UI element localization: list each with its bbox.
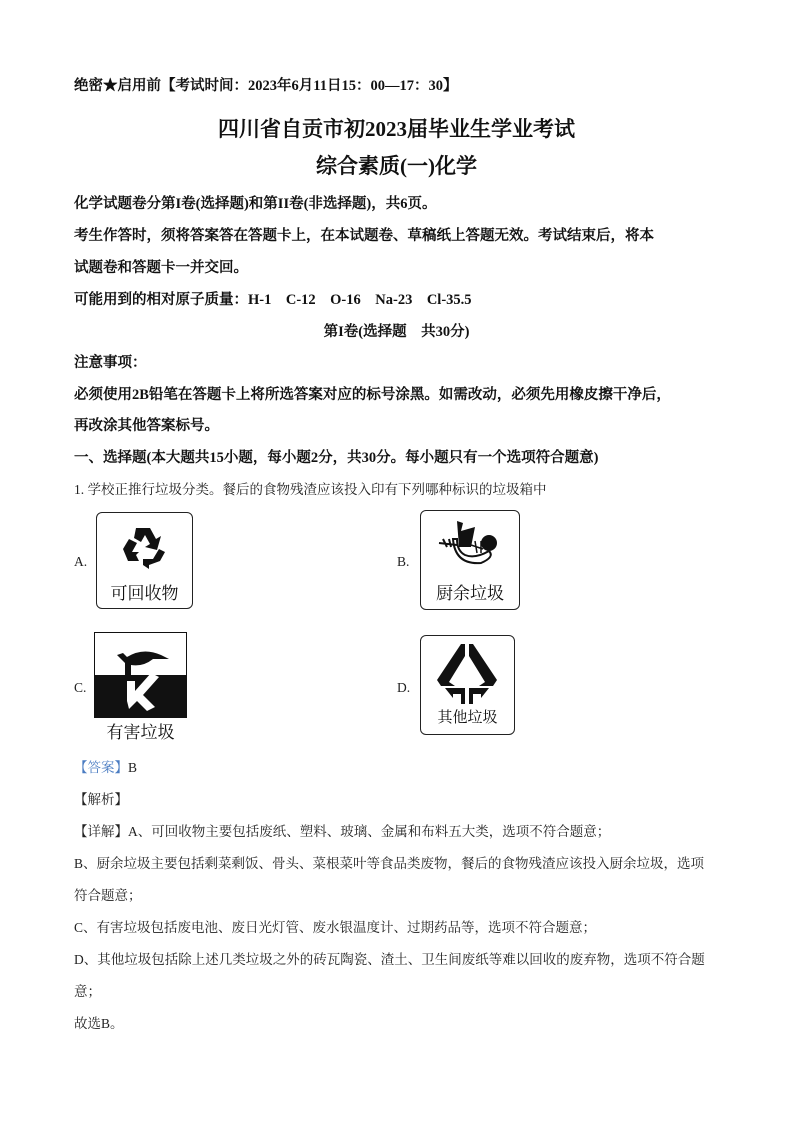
instruction-line-2: 考生作答时，须将答案答在答题卡上，在本试题卷、草稿纸上答题无效。考试结束后，将本: [74, 228, 654, 244]
answer-value: B: [128, 760, 138, 775]
option-b-caption: 厨余垃圾: [436, 584, 504, 604]
option-b-sign: [420, 510, 520, 610]
detail-line-1: [74, 820, 610, 840]
option-d-label: D.: [397, 680, 411, 695]
instruction-line-3: 试题卷和答题卡一并交回。: [74, 260, 248, 276]
answer-tag: 【答案】: [74, 760, 128, 775]
hazardous-waste-icon: [113, 645, 173, 711]
notes-line-1: 必须使用2B铅笔在答题卡上将所选答案对应的标号涂黑。如需改动，必须先用橡皮擦干净后，: [74, 387, 671, 403]
option-c-label: C.: [74, 680, 87, 695]
option-a-sign: [96, 512, 193, 609]
option-b-label: B.: [397, 554, 410, 569]
question-stem: 1. 学校正推行垃圾分类。餐后的食物残渣应该投入印有下列哪种标识的垃圾箱中: [74, 482, 547, 497]
detail-line-4: C、有害垃圾包括废电池、废日光灯管、废水银温度计、过期药品等，选项不符合题意；: [74, 920, 597, 935]
option-d-sign: [420, 635, 515, 735]
detail-line-7: 故选B。: [74, 1016, 124, 1031]
option-c-sign: [94, 632, 187, 718]
detail-text: A、可回收物主要包括废纸、塑料、玻璃、金属和布料五大类，选项不符合题意；: [128, 824, 611, 839]
detail-line-5: D、其他垃圾包括除上述几类垃圾之外的砖瓦陶瓷、渣土、卫生间废纸等难以回收的废弃物，选项不符合题: [74, 952, 705, 967]
atomic-masses: 可能用到的相对原子质量：H-1 C-12 O-16 Na-23 Cl-35.5: [74, 292, 472, 308]
part-heading: 一、选择题(本大题共15小题，每小题2分，共30分。每小题只有一个选项符合题意): [74, 450, 599, 466]
section-heading: 第I卷(选择题 共30分): [323, 324, 470, 340]
option-d-caption: 其他垃圾: [437, 708, 498, 726]
option-a-label: A.: [74, 554, 88, 569]
other-waste-icon: [435, 642, 499, 704]
confidential-header: 绝密★启用前【考试时间：2023年6月11日15：00—17：30】: [74, 78, 458, 94]
kitchen-waste-icon: [435, 517, 505, 573]
detail-line-3: 符合题意；: [74, 888, 142, 903]
detail-line-6: 意；: [74, 984, 101, 999]
answer-line: [74, 756, 137, 776]
instruction-line-1: 化学试题卷分第I卷(选择题)和第II卷(非选择题)，共6页。: [74, 196, 437, 212]
option-c-caption: 有害垃圾: [106, 723, 175, 743]
recycle-icon: [119, 525, 169, 571]
detail-line-2: B、厨余垃圾主要包括剩菜剩饭、骨头、菜根菜叶等食品类废物，餐后的食物残渣应该投入厨余垃圾，选项: [74, 856, 705, 871]
notes-line-2: 再改涂其他答案标号。: [74, 418, 219, 434]
exam-title: 四川省自贡市初2023届毕业生学业考试: [218, 117, 575, 141]
notes-title: 注意事项：: [74, 355, 147, 371]
option-a-caption: 可回收物: [110, 584, 179, 604]
analysis-tag: 【解析】: [74, 792, 128, 807]
detail-tag: 【详解】: [74, 824, 128, 839]
exam-subtitle: 综合素质(一)化学: [316, 154, 477, 178]
